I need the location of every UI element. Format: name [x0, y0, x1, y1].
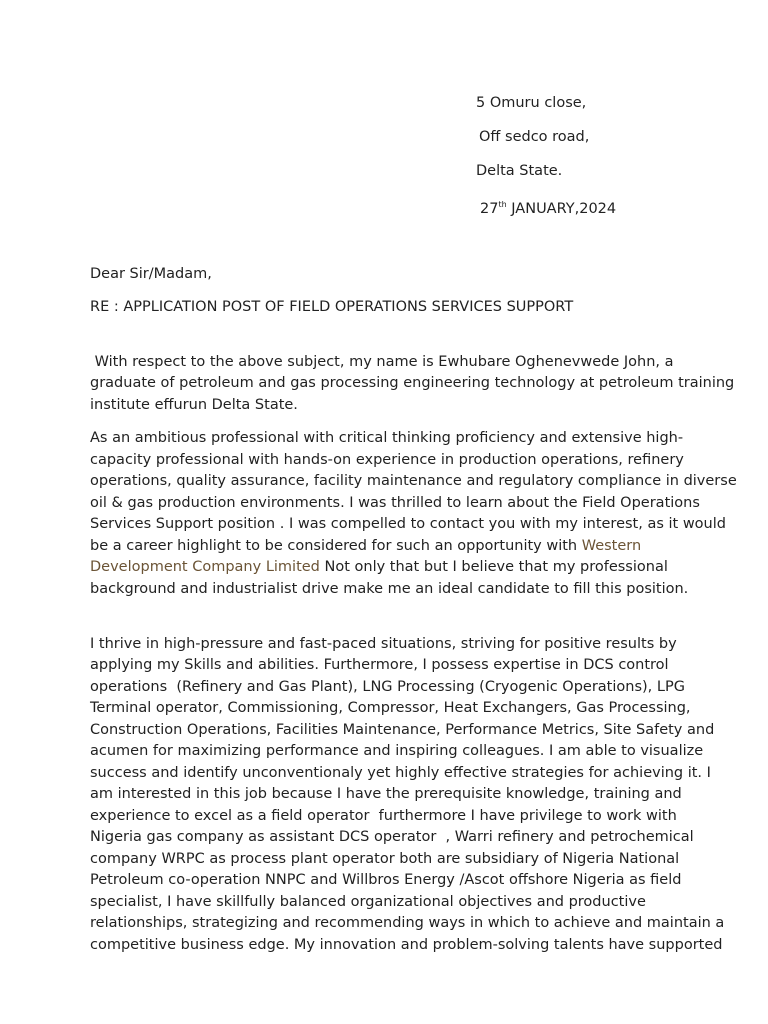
paragraph-introduction: [90, 330, 735, 416]
date-day: 27: [480, 201, 499, 217]
line-text: be a career highlight to be considered for such an opportunity with: [90, 537, 582, 554]
paragraph-line: [90, 536, 690, 558]
letter-date: [480, 194, 616, 216]
paragraph-line: I thrive in high-pressure and fast-paced situations, striving for positive results by: [90, 635, 677, 652]
paragraph-experience: [90, 428, 737, 600]
greeting: Dear Sir/Madam,: [90, 266, 212, 282]
paragraph-line: competitive business edge. My innovation and problem-solving talents have supported: [90, 936, 723, 953]
paragraph-line: company WRPC as process plant operator both are subsidiary of Nigeria National: [90, 850, 680, 867]
company-name-part2: Development Company Limited: [90, 559, 320, 575]
paragraph-line: graduate of petroleum and gas processing engineering technology at petroleum training: [90, 375, 735, 391]
paragraph-line: capacity professional with hands-on experience in production operations, refinery: [90, 451, 684, 468]
paragraph-line: am interested in this job because I have the prerequisite knowledge, training and: [90, 786, 682, 802]
paragraph-line: institute effurun Delta State.: [90, 396, 298, 413]
subject-line: RE : APPLICATION POST OF FIELD OPERATIONS SERVICES SUPPORT: [90, 298, 574, 315]
date-month-year: JANUARY,2024: [506, 201, 617, 217]
paragraph-skills: [90, 612, 725, 956]
paragraph-line: As an ambitious professional with critical thinking proficiency and extensive high-: [90, 430, 684, 446]
company-name-part1: Western: [581, 537, 642, 554]
address-line-state: Delta State.: [476, 163, 563, 179]
paragraph-line: success and identify unconventionaly yet highly effective strategies for achieving it. I: [90, 764, 711, 781]
paragraph-line: background and industrialist drive make me an ideal candidate to fill this position.: [90, 580, 689, 597]
letter-body: [90, 264, 737, 968]
paragraph-line: Petroleum co-operation NNPC and Willbros Energy /Ascot offshore Nigeria as field: [90, 872, 682, 888]
paragraph-line: operations, quality assurance, facility maintenance and regulatory compliance in diverse: [90, 473, 737, 489]
paragraph-line: Terminal operator, Commissioning, Compressor, Heat Exchangers, Gas Processing,: [90, 700, 691, 716]
sender-address: [476, 92, 616, 228]
paragraph-line: acumen for maximizing performance and inspiring colleagues. I am able to visualize: [90, 743, 704, 759]
address-line-road: Off sedco road,: [479, 129, 590, 145]
paragraph-line: experience to excel as a field operator furthermore I have privilege to work with: [90, 807, 677, 824]
address-line-street: 5 Omuru close,: [476, 95, 587, 111]
paragraph-line: Construction Operations, Facilities Maintenance, Performance Metrics, Site Safety and: [90, 721, 715, 738]
paragraph-line: Nigeria gas company as assistant DCS operator , Warri refinery and petrochemical: [90, 829, 694, 845]
paragraph-line: relationships, strategizing and recommending ways in which to achieve and maintain a: [90, 915, 725, 931]
paragraph-line: With respect to the above subject, my name is Ewhubare Oghenevwede John, a: [90, 353, 674, 370]
date-suffix: th: [498, 200, 507, 209]
paragraph-line: operations (Refinery and Gas Plant), LNG Processing (Cryogenic Operations), LPG: [90, 678, 685, 695]
paragraph-line: Services Support position . I was compelled to contact you with my interest, as it would: [90, 516, 726, 532]
paragraph-line: oil & gas production environments. I was thrilled to learn about the Field Operations: [90, 494, 700, 511]
paragraph-line: [90, 557, 690, 579]
paragraph-line: applying my Skills and abilities. Furthermore, I possess expertise in DCS control: [90, 657, 669, 673]
paragraph-line: specialist, I have skillfully balanced organizational objectives and productive: [90, 893, 646, 910]
line-text: Not only that but I believe that my professional: [319, 559, 668, 575]
